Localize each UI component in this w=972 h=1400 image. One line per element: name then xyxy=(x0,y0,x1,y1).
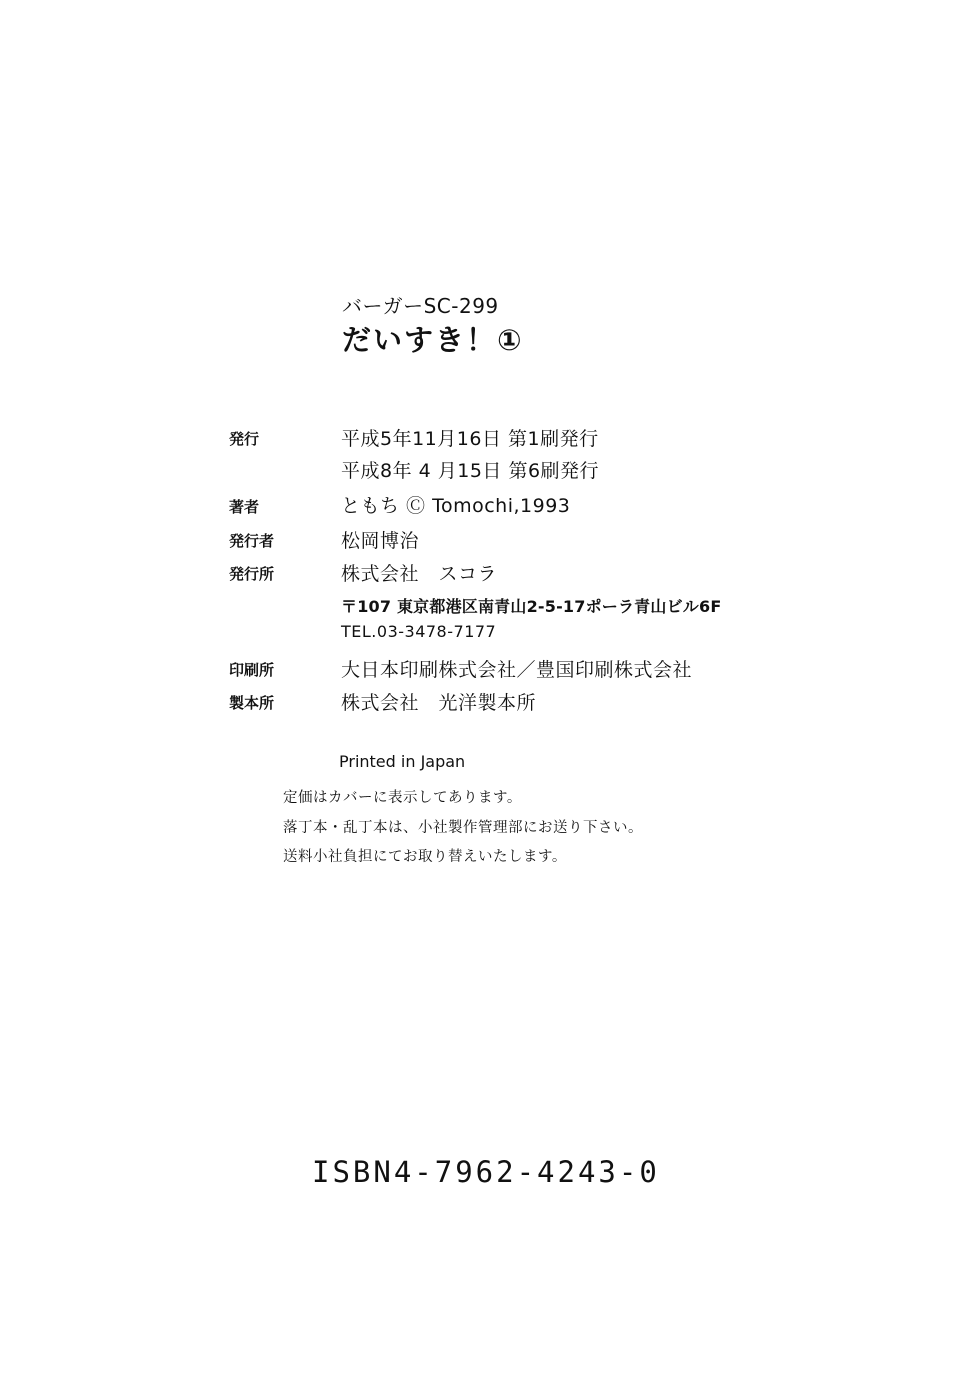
author-value: ともち Ⓒ Tomochi,1993 xyxy=(341,495,571,517)
publishing-office-value: 株式会社 スコラ xyxy=(341,563,498,585)
issue-label: 発行 xyxy=(229,430,260,448)
publisher-address: 〒107 東京都港区南青山2-5-17ポーラ青山ビル6F xyxy=(341,597,722,616)
issue-date-latest: 平成8年 4 月15日 第6刷発行 xyxy=(341,460,600,482)
series-code: バーガーSC-299 xyxy=(342,294,499,318)
printed-in-japan: Printed in Japan xyxy=(339,752,466,771)
issue-date-first: 平成5年11月16日 第1刷発行 xyxy=(341,428,599,450)
isbn: ISBN4-7962-4243-0 xyxy=(312,1155,660,1189)
binder-label: 製本所 xyxy=(229,694,275,712)
publishing-office-label: 発行所 xyxy=(229,565,275,583)
printer-value: 大日本印刷株式会社／豊国印刷株式会社 xyxy=(341,659,693,681)
book-title: だいすき！① xyxy=(342,323,524,357)
printer-label: 印刷所 xyxy=(229,661,275,679)
defect-note: 落丁本・乱丁本は、小社製作管理部にお送り下さい。 xyxy=(283,820,643,836)
author-label: 著者 xyxy=(229,498,260,516)
publisher-label: 発行者 xyxy=(229,532,275,550)
publisher-value: 松岡博治 xyxy=(341,530,420,552)
publisher-tel: TEL.03-3478-7177 xyxy=(341,622,497,641)
shipping-note: 送料小社負担にてお取り替えいたします。 xyxy=(283,849,567,865)
binder-value: 株式会社 光洋製本所 xyxy=(341,692,537,714)
price-note: 定価はカバーに表示してあります。 xyxy=(283,790,522,806)
